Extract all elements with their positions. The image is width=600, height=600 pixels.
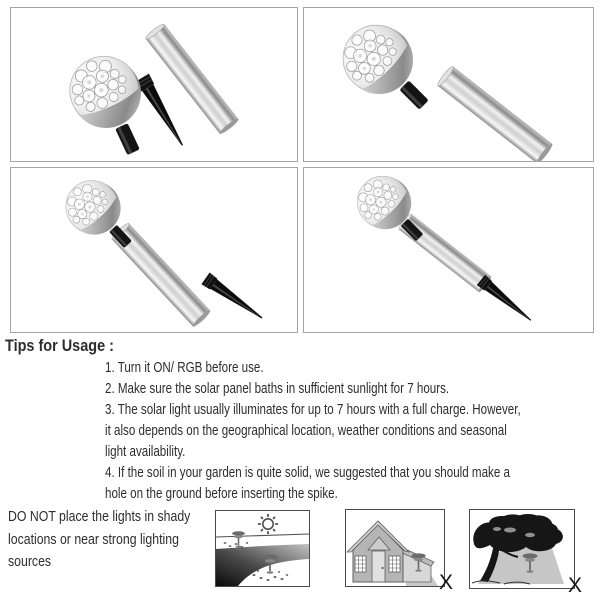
tips-line: 2. Make sure the solar panel baths in sufficient sunlight for 7 hours. [105,381,450,397]
tree-shadow-illustration [469,509,582,597]
sun-icon [258,514,278,534]
ground-spike-icon [201,272,266,323]
crystal-ball-head-icon [329,10,448,129]
house-shadow-scene [346,510,444,586]
warning-line: locations or near strong lighting [8,530,179,548]
head-and-pole-illustration [304,8,593,161]
cross-mark: X [438,571,453,594]
tips-line: hole on the ground before inserting the spike. [105,486,338,502]
tips-line: 1. Turn it ON/ RGB before use. [105,360,264,376]
assembly-step-panel-1 [10,7,298,162]
cross-mark: X [567,574,582,597]
pole-tube-icon [144,23,239,136]
parts-separated-illustration [11,8,297,161]
attach-spike-illustration [11,168,297,332]
do-not-warning [8,506,230,574]
house-shadow-illustration [345,509,453,594]
assembly-step-panel-2 [303,7,594,162]
assembly-step-panel-4 [303,167,594,333]
door-shape [372,551,385,582]
tips-title: Tips for Usage : [5,336,114,355]
tips-line: it also depends on the geographical location, weather conditions and seasonal [105,423,507,439]
tips-line: 4. If the soil in your garden is quite solid, we suggested that you should make a [105,465,510,481]
warning-line: DO NOT place the lights in shady [8,508,191,525]
pole-tube-icon [436,65,554,161]
garden-light-icon [232,531,245,547]
tree-shadow-scene [470,510,574,588]
warning-line: sources [8,553,52,570]
tips-line: 3. The solar light usually illuminates for up to 7 hours with a full charge. However, [105,402,521,418]
ground-spike-icon [135,74,190,150]
crystal-ball-head-icon [59,44,166,161]
tips-list [105,358,600,505]
assembly-step-panel-3 [10,167,298,333]
assembled-light-illustration [304,168,593,332]
tips-line: light availability. [105,444,186,460]
ground-spike-icon [477,275,535,326]
sunny-garden-scene [216,511,309,586]
sunny-garden-illustration [215,510,310,587]
